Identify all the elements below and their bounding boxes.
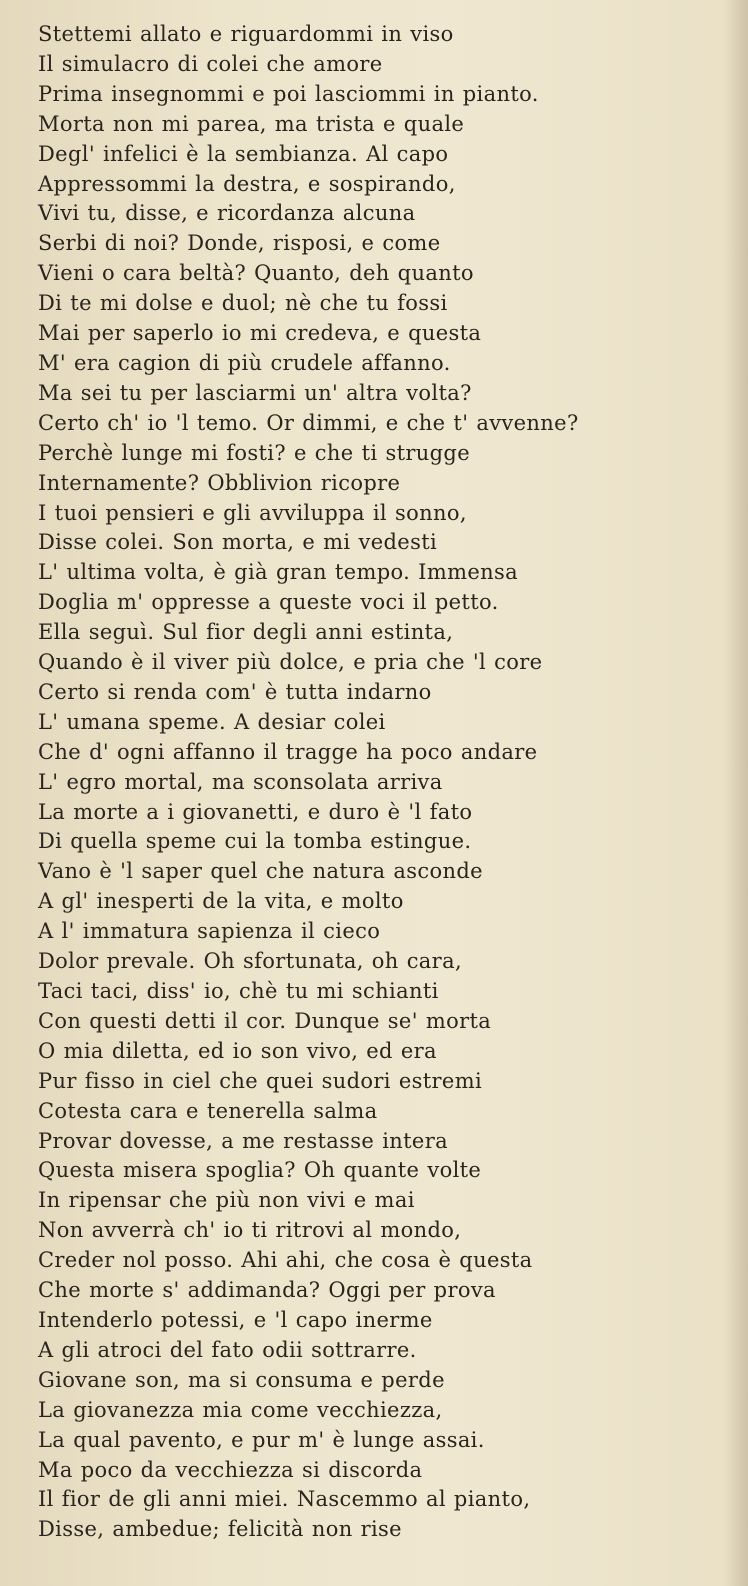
poem-line: Taci taci, diss' io, chè tu mi schianti	[38, 979, 439, 1003]
poem-line: Che morte s' addimanda? Oggi per prova	[38, 1278, 496, 1303]
poem-line: Prima insegnommi e poi lasciommi in pianto.	[38, 81, 539, 106]
poem-line: Vieni o cara beltà? Quanto, deh quanto	[38, 261, 474, 286]
poem-line: La giovanezza mia come vecchiezza,	[38, 1397, 443, 1422]
poem-line: Vivi tu, disse, e ricordanza alcuna	[38, 201, 416, 226]
poem-line: L' umana speme. A desiar colei	[38, 709, 386, 734]
poem-line: Doglia m' oppresse a queste voci il petto.	[38, 590, 499, 615]
poem-line: L' egro mortal, ma sconsolata arriva	[38, 769, 443, 794]
poem-line: Pur fisso in ciel che quei sudori estremi	[38, 1068, 483, 1093]
poem-line: Internamente? Obblivion ricopre	[38, 470, 401, 495]
poem-line: A l' immatura sapienza il cieco	[38, 919, 381, 944]
poem-line: Serbi di noi? Donde, risposi, e come	[38, 231, 441, 256]
poem-line: Il fior de gli anni miei. Nascemmo al pianto,	[38, 1487, 531, 1512]
poem-line: Disse, ambedue; felicità non rise	[38, 1517, 402, 1542]
poem-line: Non avverrà ch' io ti ritrovi al mondo,	[38, 1218, 462, 1243]
poem-line: Intenderlo potessi, e 'l capo inerme	[38, 1307, 433, 1332]
poem-line: Degl' infelici è la sembianza. Al capo	[38, 141, 449, 166]
poem-line: Questa misera spoglia? Oh quante volte	[38, 1158, 482, 1183]
poem-line: L' ultima volta, è già gran tempo. Immensa	[38, 560, 519, 585]
poem-line: Ella seguì. Sul fior degli anni estinta,	[38, 620, 454, 645]
poem-line: Ma sei tu per lasciarmi un' altra volta?	[38, 380, 472, 405]
poem-line: Di te mi dolse e duol; nè che tu fossi	[38, 291, 448, 316]
poem-line: Appressommi la destra, e sospirando,	[38, 171, 456, 196]
poem-line: Vano è 'l saper quel che natura asconde	[38, 859, 483, 884]
poem-line: Certo si renda com' è tutta indarno	[38, 679, 432, 704]
poem-line: Giovane son, ma si consuma e perde	[38, 1367, 445, 1392]
poem-line: Disse colei. Son morta, e mi vedesti	[38, 530, 438, 555]
poem-line: A gl' inesperti de la vita, e molto	[38, 889, 404, 914]
poem-line: Di quella speme cui la tomba estingue.	[38, 829, 472, 854]
poem-line: La qual pavento, e pur m' è lunge assai.	[38, 1427, 485, 1452]
poem-line: La morte a i giovanetti, e duro è 'l fato	[38, 799, 473, 824]
poem-line: Quando è il viver più dolce, e pria che 'l core	[38, 650, 543, 675]
poem-text	[38, 20, 748, 1545]
poem-line: Con questi detti il cor. Dunque se' morta	[38, 1008, 492, 1033]
poem-line: Morta non mi parea, ma trista e quale	[38, 111, 465, 136]
poem-line: Che d' ogni affanno il tragge ha poco andare	[38, 739, 538, 764]
poem-line: Provar dovesse, a me restasse intera	[38, 1128, 448, 1153]
poem-line: Cotesta cara e tenerella salma	[38, 1098, 378, 1123]
poem-line: Stettemi allato e riguardommi in viso	[38, 22, 454, 46]
poem-line: Il simulacro di colei che amore	[38, 51, 383, 76]
poem-line: M' era cagion di più crudele affanno.	[38, 350, 451, 375]
poem-line: Creder nol posso. Ahi ahi, che cosa è questa	[38, 1248, 533, 1273]
poem-line: O mia diletta, ed io son vivo, ed era	[38, 1038, 437, 1063]
poem-line: Certo ch' io 'l temo. Or dimmi, e che t' avvenne?	[38, 410, 579, 435]
poem-line: A gli atroci del fato odii sottrarre.	[38, 1337, 417, 1362]
poem-line: In ripensar che più non vivi e mai	[38, 1188, 415, 1213]
poem-line: Ma poco da vecchiezza si discorda	[38, 1457, 423, 1482]
poem-line: I tuoi pensieri e gli avviluppa il sonno,	[38, 500, 467, 525]
poem-line: Mai per saperlo io mi credeva, e questa	[38, 321, 482, 346]
poem-line: Perchè lunge mi fosti? e che ti strugge	[38, 440, 471, 465]
poem-line: Dolor prevale. Oh sfortunata, oh cara,	[38, 949, 462, 974]
